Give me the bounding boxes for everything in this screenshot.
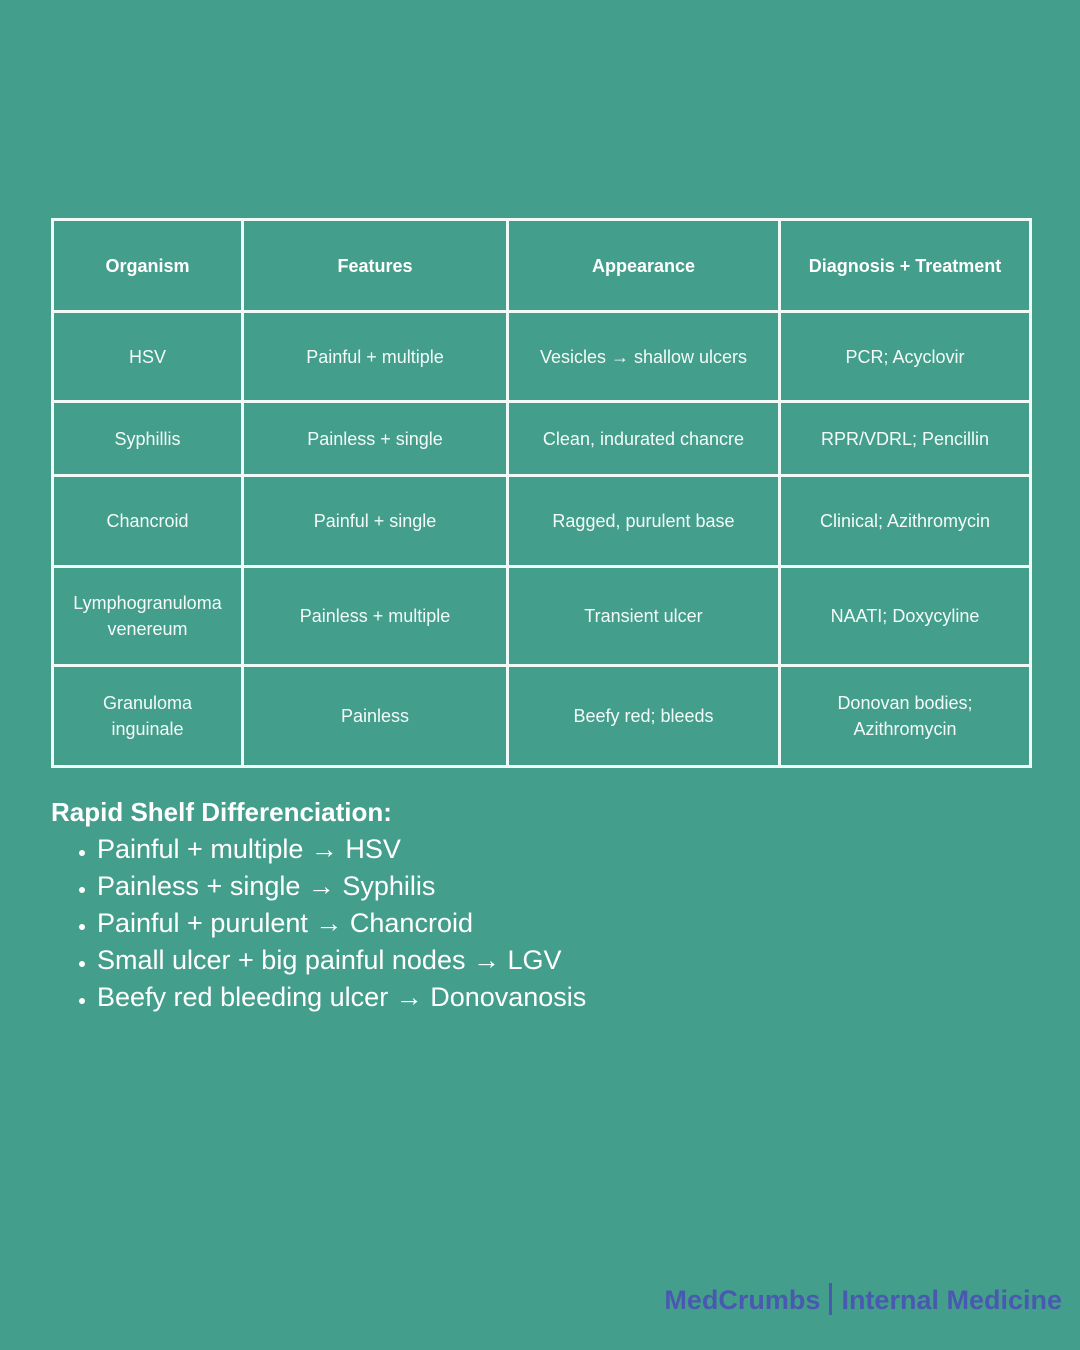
table-row xyxy=(53,666,1031,767)
divider xyxy=(829,1283,832,1315)
header-organism: Organism xyxy=(53,220,243,312)
cell-organism: Syphillis xyxy=(53,402,243,476)
list-item: • Painless + single → Syphilis xyxy=(97,868,951,905)
cell-diagnosis-treatment: RPR/VDRL; Pencillin xyxy=(780,402,1031,476)
cell-appearance: Transient ulcer xyxy=(508,567,780,666)
cell-diagnosis-treatment: Clinical; Azithromycin xyxy=(780,476,1031,567)
header-diagnosis-treatment: Diagnosis + Treatment xyxy=(780,220,1031,312)
list-item: • Painful + multiple → HSV xyxy=(97,831,951,868)
cell-diagnosis-treatment: NAATI; Doxycyline xyxy=(780,567,1031,666)
table-header-row xyxy=(53,220,1031,312)
list-item: • Beefy red bleeding ulcer → Donovanosis xyxy=(97,979,951,1016)
cell-organism: Chancroid xyxy=(53,476,243,567)
cell-features: Painless xyxy=(243,666,508,767)
cell-diagnosis-treatment: PCR; Acyclovir xyxy=(780,312,1031,402)
cell-organism: HSV xyxy=(53,312,243,402)
cell-features: Painless + single xyxy=(243,402,508,476)
notes-list xyxy=(51,831,951,1016)
cell-appearance: Clean, indurated chancre xyxy=(508,402,780,476)
cell-diagnosis-treatment: Donovan bodies; Azithromycin xyxy=(780,666,1031,767)
comparison-table xyxy=(51,218,1032,768)
table-row xyxy=(53,312,1031,402)
cell-features: Painless + multiple xyxy=(243,567,508,666)
list-item: • Painful + purulent → Chancroid xyxy=(97,905,951,942)
rapid-differentiation-section xyxy=(51,793,951,1016)
cell-features: Painful + single xyxy=(243,476,508,567)
cell-features: Painful + multiple xyxy=(243,312,508,402)
cell-appearance: Ragged, purulent base xyxy=(508,476,780,567)
brand-section: Internal Medicine xyxy=(841,1285,1062,1315)
cell-organism: Lymphogranuloma venereum xyxy=(53,567,243,666)
header-appearance: Appearance xyxy=(508,220,780,312)
table-row xyxy=(53,567,1031,666)
table-row xyxy=(53,402,1031,476)
brand-name: MedCrumbs xyxy=(664,1285,821,1315)
list-item: • Small ulcer + big painful nodes → LGV xyxy=(97,942,951,979)
table-row xyxy=(53,476,1031,567)
header-features: Features xyxy=(243,220,508,312)
notes-title: Rapid Shelf Differenciation: xyxy=(51,797,392,827)
comparison-table-container xyxy=(51,218,1029,768)
cell-organism: Granuloma inguinale xyxy=(53,666,243,767)
cell-appearance: Vesicles → shallow ulcers xyxy=(508,312,780,402)
footer-brand xyxy=(664,1282,1062,1318)
cell-appearance: Beefy red; bleeds xyxy=(508,666,780,767)
